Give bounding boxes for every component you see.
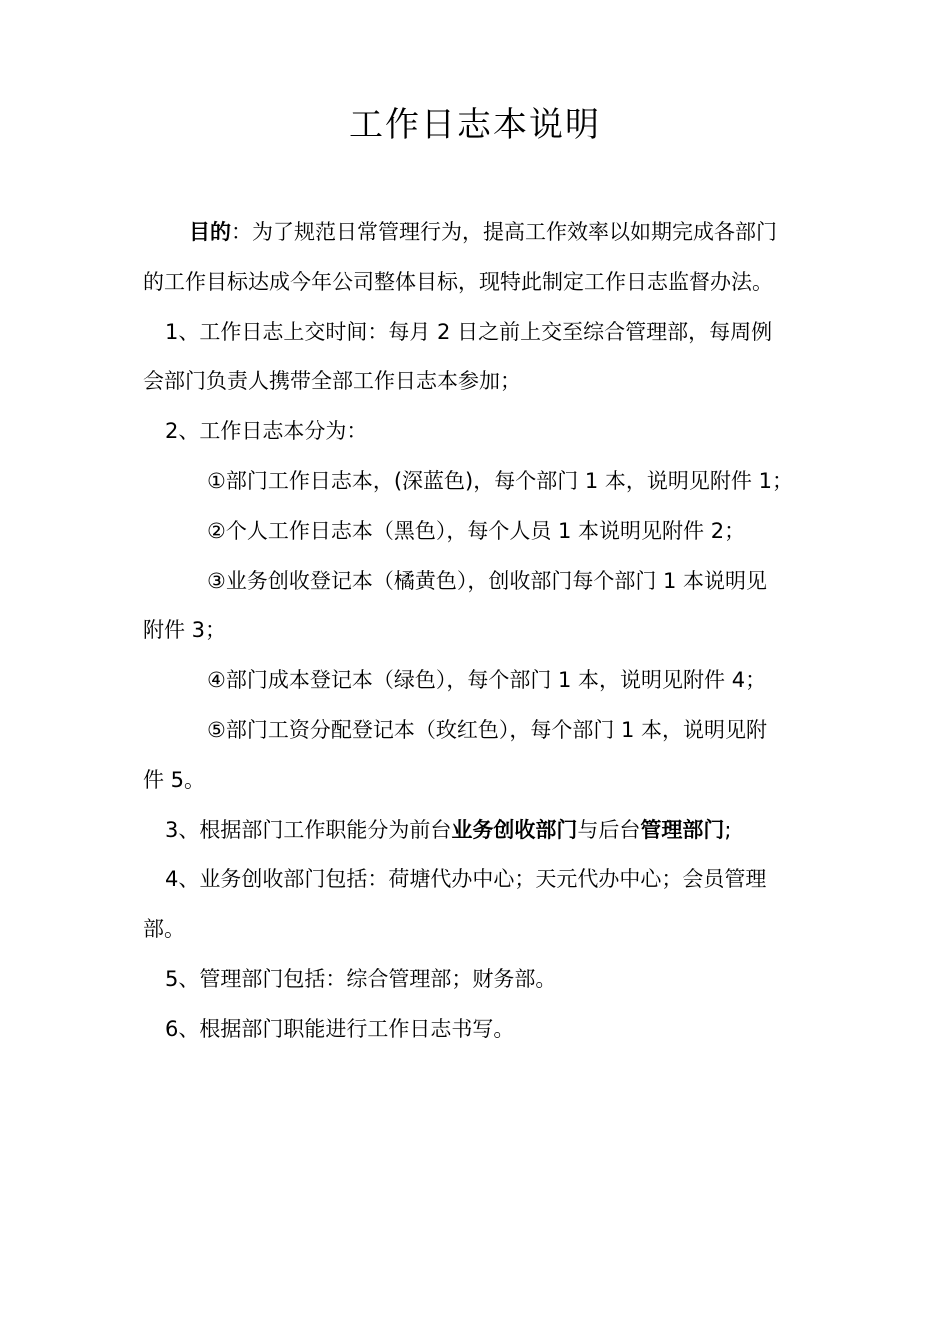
item-3-prefix: 3、根据部门工作职能分为前台 [165,817,452,842]
item-3-bold-2: 管理部门 [640,817,725,842]
item-3-suffix: ; [724,817,732,842]
purpose-paragraph-line-1 [143,208,813,258]
item-2-sub-2: ②个人工作日志本（黑色），每个人员 1 本说明见附件 2； [207,518,746,543]
item-3-middle: 与后台 [577,817,641,842]
purpose-paragraph-line-2: 的工作目标达成今年公司整体目标，现特此制定工作日志监督办法。 [143,269,773,294]
item-3 [143,806,813,856]
purpose-label: 目的 [189,220,231,244]
item-2-sub-5-line-2: 件 5。 [143,767,206,792]
item-2-sub-4: ④部门成本登记本（绿色），每个部门 1 本，说明见附件 4； [207,668,767,693]
item-6: 6、根据部门职能进行工作日志书写。 [165,1016,515,1041]
item-5: 5、管理部门包括：综合管理部；财务部。 [165,966,557,991]
document-body [143,208,813,1055]
item-2-sub-3-line-2: 附件 3； [143,618,227,643]
item-2-sub-1: ①部门工作日志本，(深蓝色)，每个部门 1 本，说明见附件 1； [207,468,793,493]
item-2-sub-3-line-1: ③业务创收登记本（橘黄色），创收部门每个部门 1 本说明见 [207,568,768,593]
item-2: 2、工作日志本分为： [165,419,368,444]
item-1-line-2: 会部门负责人携带全部工作日志本参加； [143,369,521,394]
document-title: 工作日志本说明 [349,105,601,145]
purpose-text-1: ：为了规范日常管理行为，提高工作效率以如期完成各部门 [231,220,777,244]
item-2-sub-5-line-1: ⑤部门工资分配登记本（玫红色），每个部门 1 本，说明见附 [207,717,768,742]
item-3-bold-1: 业务创收部门 [451,817,578,842]
item-1-line-1: 1、工作日志上交时间：每月 2 日之前上交至综合管理部，每周例 [165,319,773,344]
item-4-line-2: 部。 [143,917,185,942]
item-4-line-1: 4、业务创收部门包括：荷塘代办中心；天元代办中心；会员管理 [165,867,767,892]
